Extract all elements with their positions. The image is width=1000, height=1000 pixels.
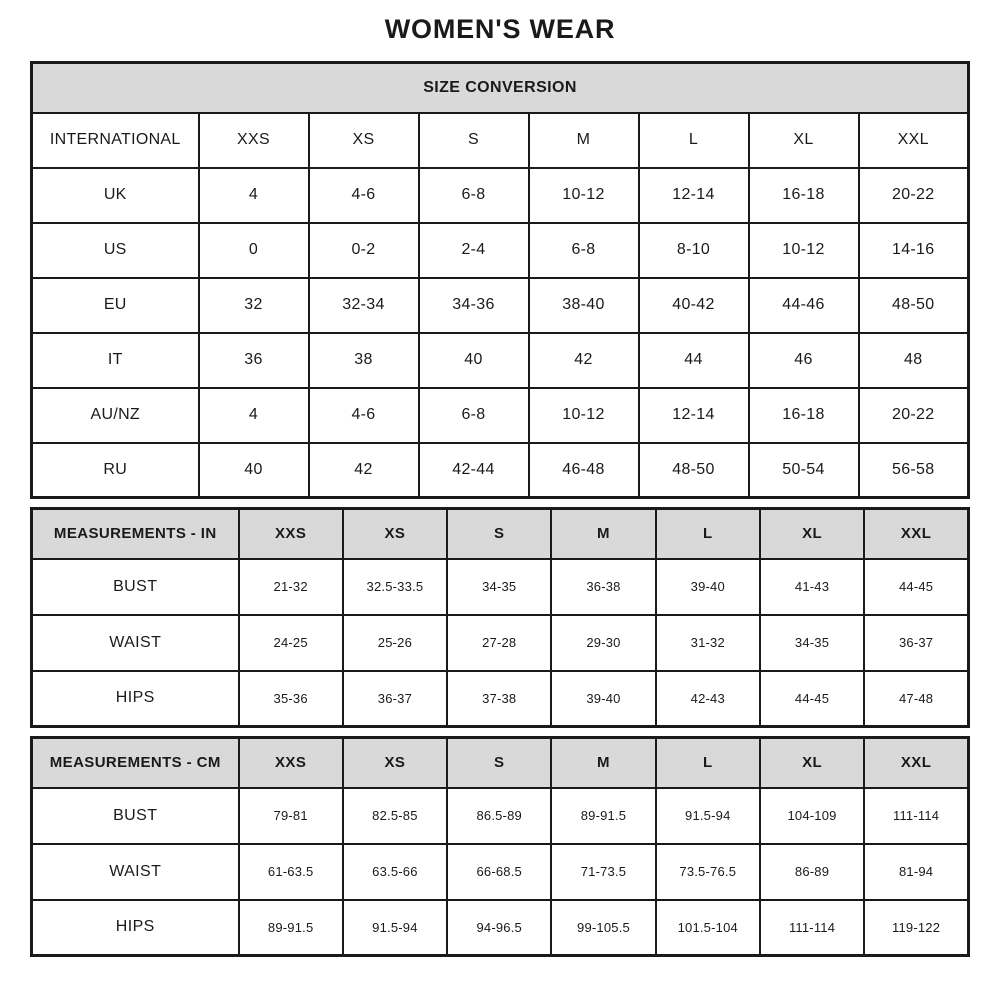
column-header-cell: L xyxy=(656,509,760,559)
row-label-cell: AU/NZ xyxy=(32,388,199,443)
value-cell: 4-6 xyxy=(309,388,419,443)
column-header-cell: XXS xyxy=(199,113,309,168)
row-label-cell: RU xyxy=(32,443,199,498)
size-conversion-table xyxy=(30,61,970,499)
column-header-cell: S xyxy=(419,113,529,168)
value-cell: 99-105.5 xyxy=(551,900,655,956)
value-cell: 86-89 xyxy=(760,844,864,900)
value-cell: 44-45 xyxy=(760,671,864,727)
row-label-cell: BUST xyxy=(32,559,239,615)
value-cell: 0-2 xyxy=(309,223,419,278)
value-cell: 35-36 xyxy=(239,671,343,727)
value-cell: 36-37 xyxy=(864,615,968,671)
table-row xyxy=(32,223,969,278)
value-cell: 91.5-94 xyxy=(656,788,760,844)
row-label-cell: UK xyxy=(32,168,199,223)
value-cell: 94-96.5 xyxy=(447,900,551,956)
value-cell: 50-54 xyxy=(749,443,859,498)
value-cell: 44 xyxy=(639,333,749,388)
value-cell: 32.5-33.5 xyxy=(343,559,447,615)
row-label-cell: EU xyxy=(32,278,199,333)
value-cell: 42 xyxy=(309,443,419,498)
value-cell: 111-114 xyxy=(864,788,968,844)
value-cell: 14-16 xyxy=(859,223,969,278)
value-cell: 21-32 xyxy=(239,559,343,615)
table-row xyxy=(32,900,969,956)
value-cell: 48 xyxy=(859,333,969,388)
column-header-cell: XS xyxy=(343,738,447,788)
value-cell: 12-14 xyxy=(639,388,749,443)
row-label-cell: INTERNATIONAL xyxy=(32,113,199,168)
value-cell: 42-43 xyxy=(656,671,760,727)
value-cell: 6-8 xyxy=(419,388,529,443)
value-cell: 16-18 xyxy=(749,388,859,443)
table-row xyxy=(32,671,969,727)
header-row xyxy=(32,738,969,788)
row-label-cell: US xyxy=(32,223,199,278)
value-cell: 6-8 xyxy=(419,168,529,223)
value-cell: 6-8 xyxy=(529,223,639,278)
column-header-cell: M xyxy=(529,113,639,168)
table-row xyxy=(32,844,969,900)
value-cell: 10-12 xyxy=(529,388,639,443)
column-header-cell: L xyxy=(639,113,749,168)
column-header-cell: S xyxy=(447,738,551,788)
column-header-cell: XXS xyxy=(239,738,343,788)
column-header-cell: XL xyxy=(760,509,864,559)
value-cell: 104-109 xyxy=(760,788,864,844)
columns-row xyxy=(32,113,969,168)
value-cell: 81-94 xyxy=(864,844,968,900)
value-cell: 79-81 xyxy=(239,788,343,844)
column-header-cell: XS xyxy=(343,509,447,559)
value-cell: 44-45 xyxy=(864,559,968,615)
value-cell: 36-38 xyxy=(551,559,655,615)
row-label-cell: HIPS xyxy=(32,671,239,727)
table-row xyxy=(32,388,969,443)
value-cell: 61-63.5 xyxy=(239,844,343,900)
column-header-cell: S xyxy=(447,509,551,559)
value-cell: 48-50 xyxy=(859,278,969,333)
value-cell: 32-34 xyxy=(309,278,419,333)
value-cell: 111-114 xyxy=(760,900,864,956)
value-cell: 89-91.5 xyxy=(551,788,655,844)
value-cell: 89-91.5 xyxy=(239,900,343,956)
value-cell: 82.5-85 xyxy=(343,788,447,844)
value-cell: 47-48 xyxy=(864,671,968,727)
banner-row xyxy=(32,63,969,113)
value-cell: 36-37 xyxy=(343,671,447,727)
value-cell: 25-26 xyxy=(343,615,447,671)
value-cell: 101.5-104 xyxy=(656,900,760,956)
row-label-cell: HIPS xyxy=(32,900,239,956)
value-cell: 46 xyxy=(749,333,859,388)
value-cell: 39-40 xyxy=(656,559,760,615)
value-cell: 40 xyxy=(199,443,309,498)
value-cell: 41-43 xyxy=(760,559,864,615)
value-cell: 38 xyxy=(309,333,419,388)
value-cell: 56-58 xyxy=(859,443,969,498)
value-cell: 10-12 xyxy=(749,223,859,278)
row-label-cell: BUST xyxy=(32,788,239,844)
value-cell: 40 xyxy=(419,333,529,388)
row-label-cell: WAIST xyxy=(32,844,239,900)
value-cell: 66-68.5 xyxy=(447,844,551,900)
header-row xyxy=(32,509,969,559)
row-label-cell: WAIST xyxy=(32,615,239,671)
value-cell: 42-44 xyxy=(419,443,529,498)
value-cell: 73.5-76.5 xyxy=(656,844,760,900)
column-header-cell: XXL xyxy=(864,509,968,559)
value-cell: 4 xyxy=(199,168,309,223)
table-row xyxy=(32,615,969,671)
value-cell: 37-38 xyxy=(447,671,551,727)
value-cell: 42 xyxy=(529,333,639,388)
measurements-in-title-cell: MEASUREMENTS - IN xyxy=(32,509,239,559)
value-cell: 71-73.5 xyxy=(551,844,655,900)
table-row xyxy=(32,559,969,615)
value-cell: 34-35 xyxy=(760,615,864,671)
value-cell: 48-50 xyxy=(639,443,749,498)
value-cell: 4 xyxy=(199,388,309,443)
column-header-cell: XXL xyxy=(864,738,968,788)
column-header-cell: M xyxy=(551,738,655,788)
column-header-cell: M xyxy=(551,509,655,559)
page-title: WOMEN'S WEAR xyxy=(384,14,616,44)
value-cell: 39-40 xyxy=(551,671,655,727)
table-row xyxy=(32,168,969,223)
value-cell: 91.5-94 xyxy=(343,900,447,956)
value-cell: 34-36 xyxy=(419,278,529,333)
value-cell: 46-48 xyxy=(529,443,639,498)
measurements-cm-title-cell: MEASUREMENTS - CM xyxy=(32,738,239,788)
value-cell: 4-6 xyxy=(309,168,419,223)
value-cell: 24-25 xyxy=(239,615,343,671)
value-cell: 34-35 xyxy=(447,559,551,615)
value-cell: 119-122 xyxy=(864,900,968,956)
value-cell: 63.5-66 xyxy=(343,844,447,900)
column-header-cell: XXL xyxy=(859,113,969,168)
column-header-cell: XL xyxy=(749,113,859,168)
value-cell: 0 xyxy=(199,223,309,278)
value-cell: 27-28 xyxy=(447,615,551,671)
value-cell: 2-4 xyxy=(419,223,529,278)
value-cell: 44-46 xyxy=(749,278,859,333)
value-cell: 10-12 xyxy=(529,168,639,223)
value-cell: 38-40 xyxy=(529,278,639,333)
column-header-cell: XL xyxy=(760,738,864,788)
value-cell: 16-18 xyxy=(749,168,859,223)
value-cell: 20-22 xyxy=(859,168,969,223)
measurements-in-table xyxy=(30,507,970,728)
table-row xyxy=(32,333,969,388)
table-row xyxy=(32,443,969,498)
measurements-cm-table xyxy=(30,736,970,957)
table-row xyxy=(32,788,969,844)
table-row xyxy=(32,278,969,333)
column-header-cell: L xyxy=(656,738,760,788)
value-cell: 29-30 xyxy=(551,615,655,671)
column-header-cell: XS xyxy=(309,113,419,168)
value-cell: 8-10 xyxy=(639,223,749,278)
value-cell: 32 xyxy=(199,278,309,333)
value-cell: 86.5-89 xyxy=(447,788,551,844)
row-label-cell: IT xyxy=(32,333,199,388)
value-cell: 36 xyxy=(199,333,309,388)
size-conversion-banner: SIZE CONVERSION xyxy=(32,63,969,113)
value-cell: 12-14 xyxy=(639,168,749,223)
value-cell: 31-32 xyxy=(656,615,760,671)
value-cell: 40-42 xyxy=(639,278,749,333)
column-header-cell: XXS xyxy=(239,509,343,559)
value-cell: 20-22 xyxy=(859,388,969,443)
